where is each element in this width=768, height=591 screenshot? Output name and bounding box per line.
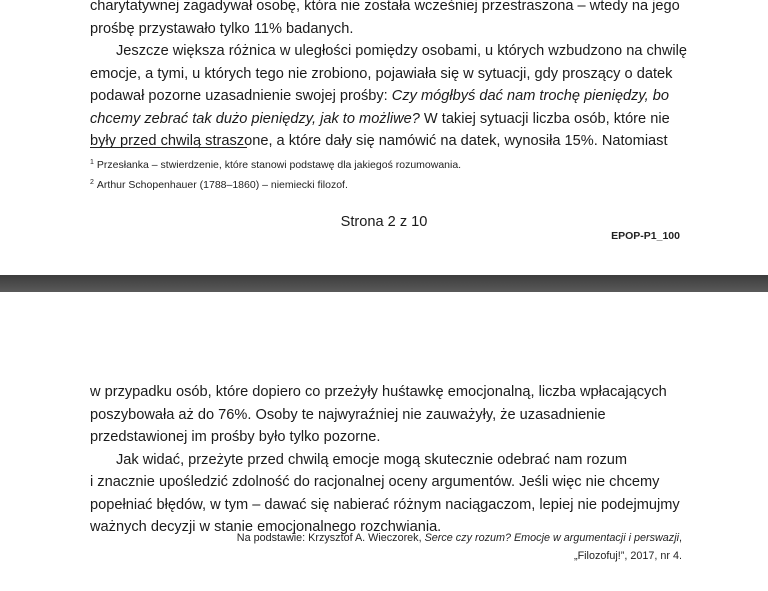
footnote-divider <box>90 147 247 148</box>
page-number: Strona 2 z 10 <box>340 214 428 230</box>
footnote-text: Arthur Schopenhauer (1788–1860) – niemiecki filozof. <box>96 179 348 191</box>
footnotes <box>90 154 461 194</box>
text-line: były przed chwilą straszone, a które dały się namówić na datek, wynosiła 15%. Natomiast <box>90 133 668 149</box>
text-line: charytatywnej zagadywał osobę, która nie została wcześniej przestraszona – wtedy na jego <box>90 0 680 14</box>
citation-line: „Filozofuj!”, 2017, nr 4. <box>573 550 682 562</box>
citation-prefix: Na podstawie: Krzysztof A. Wieczorek, <box>236 532 425 544</box>
document-page-top <box>0 0 768 275</box>
text-plain: podawał pozorne uzasadnienie swojej prośby: <box>90 88 392 104</box>
citation-title: Serce czy rozum? Emocje w argumentacji i perswazji <box>424 532 679 544</box>
text-italic-quote: chcemy zebrać tak dużo pieniędzy, jak to możliwe? <box>90 110 420 127</box>
text-line <box>90 108 680 131</box>
text-line: Jeszcze większa różnica w uległości pomiędzy osobami, u których wzbudzono na chwilę <box>116 43 688 59</box>
text-line <box>90 85 680 108</box>
body-text-top <box>90 0 688 153</box>
text-line: poszybowała aż do 76%. Osoby te najwyraźniej nie zauważyły, że uzasadnienie <box>90 406 606 423</box>
text-line: Jak widać, przeżyte przed chwilą emocje mogą skutecznie odebrać nam rozum <box>116 451 628 468</box>
footnote-text: Przesłanka – stwierdzenie, które stanowi podstawę dla jakiegoś rozumowania. <box>96 159 462 171</box>
text-line: przedstawionej im prośby było tylko pozorne. <box>90 429 381 445</box>
exam-code: EPOP-P1_100 <box>611 230 680 242</box>
text-line: prośbę przystawało tylko 11% badanych. <box>90 20 354 37</box>
citation-suffix: , <box>679 532 682 544</box>
footnote-mark: 1 <box>90 159 94 166</box>
body-text-bottom <box>90 381 680 539</box>
text-line: i znacznie upośledzić zdolność do racjonalnej oceny argumentów. Jeśli więc nie chcemy <box>90 474 660 490</box>
text-plain: W takiej sytuacji liczba osób, które nie <box>419 110 670 127</box>
footnote-mark: 2 <box>90 179 94 186</box>
text-italic-quote: Czy mógłbyś dać nam trochę pieniędzy, bo <box>391 88 669 104</box>
text-line: emocje, a tymi, u których tego nie zrobiono, pojawiała się w sytuacji, gdy proszący o datek <box>90 65 673 82</box>
footnote-1 <box>90 154 461 174</box>
page-separator <box>0 275 768 292</box>
document-page-bottom <box>0 292 768 591</box>
text-line: popełniać błędów, w tym – dawać się nabierać różnym naciągaczom, lepiej nie podejmujmy <box>90 496 680 513</box>
text-line: w przypadku osób, które dopiero co przeżyły huśtawkę emocjonalną, liczba wpłacających <box>90 384 667 400</box>
citation-line <box>182 529 682 547</box>
footnote-2 <box>90 174 461 194</box>
source-citation <box>182 529 682 565</box>
text-line: ważnych decyzji w stanie emocjonalnego rozchwiania. <box>90 519 442 535</box>
